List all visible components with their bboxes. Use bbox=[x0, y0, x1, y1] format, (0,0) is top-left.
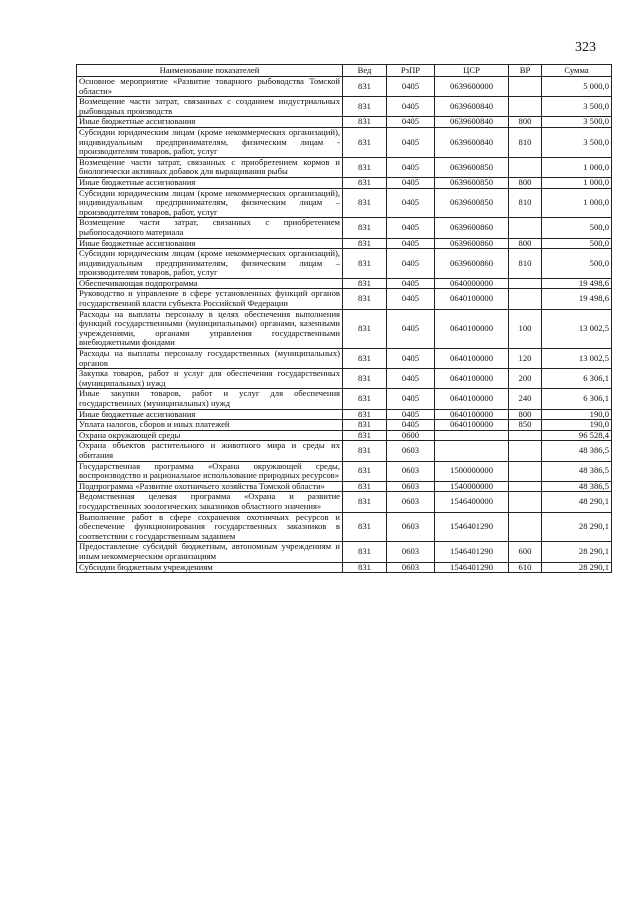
row-name-cell: Ведомственная целевая программа «Охрана и развитие государственных зоологических заказников областного значения» bbox=[77, 492, 343, 512]
row-name-cell: Иные бюджетные ассигнования bbox=[77, 117, 343, 128]
row-sum-cell: 96 528,4 bbox=[542, 430, 612, 441]
row-vr-cell: 800 bbox=[509, 238, 542, 249]
row-sum-cell: 500,0 bbox=[542, 238, 612, 249]
row-name-cell: Возмещение части затрат, связанных с приобретением кормов и биологически активных добавок для выращивания рыбы bbox=[77, 157, 343, 177]
row-name-cell: Подпрограмма «Развитие охотничьего хозяйства Томской области» bbox=[77, 481, 343, 492]
row-csr-cell: 1546401290 bbox=[435, 542, 509, 562]
row-rzpr-cell: 0405 bbox=[387, 420, 435, 431]
row-vr-cell bbox=[509, 278, 542, 289]
row-sum-cell: 6 306,1 bbox=[542, 389, 612, 409]
row-vr-cell: 810 bbox=[509, 127, 542, 157]
row-ved-cell: 831 bbox=[343, 177, 387, 188]
row-name-cell: Охрана окружающей среды bbox=[77, 430, 343, 441]
row-name-cell: Иные бюджетные ассигнования bbox=[77, 409, 343, 420]
row-sum-cell: 48 386,5 bbox=[542, 461, 612, 481]
row-name-cell: Субсидии бюджетным учреждениям bbox=[77, 562, 343, 573]
table-row bbox=[77, 238, 612, 249]
row-rzpr-cell: 0405 bbox=[387, 77, 435, 97]
row-csr-cell: 0640000000 bbox=[435, 278, 509, 289]
row-rzpr-cell: 0405 bbox=[387, 369, 435, 389]
row-vr-cell bbox=[509, 289, 542, 309]
row-rzpr-cell: 0405 bbox=[387, 157, 435, 177]
row-vr-cell: 610 bbox=[509, 562, 542, 573]
row-csr-cell: 1540000000 bbox=[435, 481, 509, 492]
row-vr-cell: 100 bbox=[509, 309, 542, 348]
row-sum-cell: 500,0 bbox=[542, 249, 612, 279]
row-rzpr-cell: 0603 bbox=[387, 512, 435, 542]
row-vr-cell bbox=[509, 481, 542, 492]
row-sum-cell: 13 002,5 bbox=[542, 309, 612, 348]
row-vr-cell bbox=[509, 97, 542, 117]
row-rzpr-cell: 0603 bbox=[387, 461, 435, 481]
row-vr-cell bbox=[509, 492, 542, 512]
row-csr-cell: 1546401290 bbox=[435, 512, 509, 542]
row-sum-cell: 28 290,1 bbox=[542, 512, 612, 542]
row-sum-cell: 500,0 bbox=[542, 218, 612, 238]
table-row bbox=[77, 309, 612, 348]
table-row bbox=[77, 77, 612, 97]
row-sum-cell: 19 498,6 bbox=[542, 278, 612, 289]
row-ved-cell: 831 bbox=[343, 542, 387, 562]
row-sum-cell: 28 290,1 bbox=[542, 542, 612, 562]
row-csr-cell bbox=[435, 430, 509, 441]
page-number: 323 bbox=[575, 40, 596, 55]
row-rzpr-cell: 0405 bbox=[387, 389, 435, 409]
row-rzpr-cell: 0405 bbox=[387, 409, 435, 420]
row-sum-cell: 190,0 bbox=[542, 409, 612, 420]
row-name-cell: Руководство и управление в сфере установленных функций органов государственной власти субъекта Российской Федерации bbox=[77, 289, 343, 309]
row-csr-cell: 0640100000 bbox=[435, 389, 509, 409]
row-sum-cell: 28 290,1 bbox=[542, 562, 612, 573]
row-ved-cell: 831 bbox=[343, 117, 387, 128]
row-rzpr-cell: 0603 bbox=[387, 441, 435, 461]
row-sum-cell: 1 000,0 bbox=[542, 157, 612, 177]
row-sum-cell: 5 000,0 bbox=[542, 77, 612, 97]
row-vr-cell: 800 bbox=[509, 177, 542, 188]
row-name-cell: Возмещение части затрат, связанных с приобретением рыбопосадочного материала bbox=[77, 218, 343, 238]
column-header-vr: ВР bbox=[509, 65, 542, 77]
row-ved-cell: 831 bbox=[343, 188, 387, 218]
row-rzpr-cell: 0405 bbox=[387, 309, 435, 348]
table-row bbox=[77, 218, 612, 238]
row-vr-cell bbox=[509, 441, 542, 461]
table-row bbox=[77, 492, 612, 512]
row-rzpr-cell: 0603 bbox=[387, 492, 435, 512]
row-rzpr-cell: 0405 bbox=[387, 188, 435, 218]
row-vr-cell: 800 bbox=[509, 409, 542, 420]
table-row bbox=[77, 409, 612, 420]
row-name-cell: Выполнение работ в сфере сохранения охотничьих ресурсов и обеспечение функционирования государственных заказников в соответствии с государственным заданием bbox=[77, 512, 343, 542]
row-ved-cell: 831 bbox=[343, 512, 387, 542]
row-csr-cell: 0640100000 bbox=[435, 289, 509, 309]
row-name-cell: Основное мероприятие «Развитие товарного рыбоводства Томской области» bbox=[77, 77, 343, 97]
row-sum-cell: 1 000,0 bbox=[542, 188, 612, 218]
row-ved-cell: 831 bbox=[343, 157, 387, 177]
row-csr-cell: 0639600850 bbox=[435, 177, 509, 188]
row-rzpr-cell: 0603 bbox=[387, 542, 435, 562]
row-csr-cell: 0640100000 bbox=[435, 309, 509, 348]
row-vr-cell: 810 bbox=[509, 249, 542, 279]
budget-table bbox=[76, 64, 612, 573]
table-row bbox=[77, 389, 612, 409]
row-sum-cell: 48 290,1 bbox=[542, 492, 612, 512]
row-ved-cell: 831 bbox=[343, 249, 387, 279]
row-vr-cell bbox=[509, 430, 542, 441]
row-csr-cell: 1500000000 bbox=[435, 461, 509, 481]
row-csr-cell: 0639600840 bbox=[435, 127, 509, 157]
row-vr-cell: 240 bbox=[509, 389, 542, 409]
row-ved-cell: 831 bbox=[343, 278, 387, 289]
row-csr-cell: 0639600860 bbox=[435, 218, 509, 238]
row-vr-cell: 200 bbox=[509, 369, 542, 389]
row-ved-cell: 831 bbox=[343, 238, 387, 249]
table-row bbox=[77, 157, 612, 177]
table-row bbox=[77, 289, 612, 309]
row-ved-cell: 831 bbox=[343, 492, 387, 512]
row-rzpr-cell: 0603 bbox=[387, 481, 435, 492]
row-ved-cell: 831 bbox=[343, 309, 387, 348]
row-ved-cell: 831 bbox=[343, 461, 387, 481]
row-vr-cell: 850 bbox=[509, 420, 542, 431]
table-row bbox=[77, 542, 612, 562]
row-csr-cell: 1546400000 bbox=[435, 492, 509, 512]
row-name-cell: Субсидии юридическим лицам (кроме некоммерческих организаций), индивидуальным предпринимателям, физическим лицам – производителям товаров, работ, услуг bbox=[77, 188, 343, 218]
row-rzpr-cell: 0600 bbox=[387, 430, 435, 441]
table-row bbox=[77, 188, 612, 218]
row-sum-cell: 1 000,0 bbox=[542, 177, 612, 188]
column-header-rzpr: РзПР bbox=[387, 65, 435, 77]
row-name-cell: Иные закупки товаров, работ и услуг для обеспечения государственных (муниципальных) нужд bbox=[77, 389, 343, 409]
row-ved-cell: 831 bbox=[343, 218, 387, 238]
row-rzpr-cell: 0405 bbox=[387, 238, 435, 249]
row-rzpr-cell: 0603 bbox=[387, 562, 435, 573]
row-sum-cell: 19 498,6 bbox=[542, 289, 612, 309]
table-row bbox=[77, 278, 612, 289]
row-sum-cell: 13 002,5 bbox=[542, 349, 612, 369]
table-row bbox=[77, 349, 612, 369]
row-name-cell: Обеспечивающая подпрограмма bbox=[77, 278, 343, 289]
row-csr-cell: 0639600000 bbox=[435, 77, 509, 97]
row-name-cell: Уплата налогов, сборов и иных платежей bbox=[77, 420, 343, 431]
row-rzpr-cell: 0405 bbox=[387, 289, 435, 309]
table-row bbox=[77, 97, 612, 117]
row-csr-cell: 0640100000 bbox=[435, 349, 509, 369]
row-ved-cell: 831 bbox=[343, 369, 387, 389]
row-rzpr-cell: 0405 bbox=[387, 117, 435, 128]
row-rzpr-cell: 0405 bbox=[387, 278, 435, 289]
row-vr-cell: 800 bbox=[509, 117, 542, 128]
column-header-csr: ЦСР bbox=[435, 65, 509, 77]
row-ved-cell: 831 bbox=[343, 430, 387, 441]
row-csr-cell: 1546401290 bbox=[435, 562, 509, 573]
row-vr-cell: 810 bbox=[509, 188, 542, 218]
row-rzpr-cell: 0405 bbox=[387, 177, 435, 188]
row-name-cell: Иные бюджетные ассигнования bbox=[77, 238, 343, 249]
row-ved-cell: 831 bbox=[343, 420, 387, 431]
row-rzpr-cell: 0405 bbox=[387, 349, 435, 369]
table-row bbox=[77, 441, 612, 461]
table-row bbox=[77, 461, 612, 481]
row-vr-cell bbox=[509, 77, 542, 97]
row-csr-cell: 0639600850 bbox=[435, 188, 509, 218]
row-csr-cell: 0639600860 bbox=[435, 249, 509, 279]
row-rzpr-cell: 0405 bbox=[387, 97, 435, 117]
row-vr-cell bbox=[509, 157, 542, 177]
column-header-ved: Вед bbox=[343, 65, 387, 77]
row-name-cell: Охрана объектов растительного и животного мира и среды их обитания bbox=[77, 441, 343, 461]
row-sum-cell: 3 500,0 bbox=[542, 97, 612, 117]
row-ved-cell: 831 bbox=[343, 409, 387, 420]
row-csr-cell: 0639600850 bbox=[435, 157, 509, 177]
table-row bbox=[77, 127, 612, 157]
row-sum-cell: 48 386,5 bbox=[542, 441, 612, 461]
row-sum-cell: 190,0 bbox=[542, 420, 612, 431]
row-csr-cell: 0639600860 bbox=[435, 238, 509, 249]
row-csr-cell: 0640100000 bbox=[435, 420, 509, 431]
row-sum-cell: 3 500,0 bbox=[542, 117, 612, 128]
table-row bbox=[77, 562, 612, 573]
row-rzpr-cell: 0405 bbox=[387, 127, 435, 157]
row-csr-cell: 0639600840 bbox=[435, 117, 509, 128]
row-name-cell: Субсидии юридическим лицам (кроме некоммерческих организаций), индивидуальным предпринимателям, физическим лицам – производителям товаров, работ, услуг bbox=[77, 249, 343, 279]
table-row bbox=[77, 420, 612, 431]
row-ved-cell: 831 bbox=[343, 562, 387, 573]
row-name-cell: Закупка товаров, работ и услуг для обеспечения государственных (муниципальных) нужд bbox=[77, 369, 343, 389]
table-row bbox=[77, 430, 612, 441]
table-row bbox=[77, 512, 612, 542]
row-sum-cell: 48 386,5 bbox=[542, 481, 612, 492]
table-row bbox=[77, 369, 612, 389]
row-csr-cell: 0640100000 bbox=[435, 409, 509, 420]
row-csr-cell: 0639600840 bbox=[435, 97, 509, 117]
row-ved-cell: 831 bbox=[343, 389, 387, 409]
row-vr-cell: 600 bbox=[509, 542, 542, 562]
table-row bbox=[77, 481, 612, 492]
row-rzpr-cell: 0405 bbox=[387, 218, 435, 238]
row-name-cell: Субсидии юридическим лицам (кроме некоммерческих организаций), индивидуальным предпринимателям, физическим лицам - производителям товаров, работ, услуг bbox=[77, 127, 343, 157]
row-ved-cell: 831 bbox=[343, 77, 387, 97]
row-name-cell: Возмещение части затрат, связанных с созданием индустриальных рыбоводных производств bbox=[77, 97, 343, 117]
row-vr-cell bbox=[509, 512, 542, 542]
column-header-name: Наименование показателей bbox=[77, 65, 343, 77]
row-ved-cell: 831 bbox=[343, 289, 387, 309]
row-name-cell: Государственная программа «Охрана окружающей среды, воспроизводство и рациональное использование природных ресурсов» bbox=[77, 461, 343, 481]
row-ved-cell: 831 bbox=[343, 481, 387, 492]
table-row bbox=[77, 117, 612, 128]
column-header-sum: Сумма bbox=[542, 65, 612, 77]
row-vr-cell bbox=[509, 218, 542, 238]
row-sum-cell: 6 306,1 bbox=[542, 369, 612, 389]
table-row bbox=[77, 177, 612, 188]
row-csr-cell bbox=[435, 441, 509, 461]
row-ved-cell: 831 bbox=[343, 441, 387, 461]
table-header-row bbox=[77, 65, 612, 77]
table-body bbox=[77, 77, 612, 573]
table-row bbox=[77, 249, 612, 279]
row-csr-cell: 0640100000 bbox=[435, 369, 509, 389]
row-ved-cell: 831 bbox=[343, 127, 387, 157]
row-vr-cell bbox=[509, 461, 542, 481]
row-name-cell: Расходы на выплаты персоналу государственных (муниципальных) органов bbox=[77, 349, 343, 369]
row-name-cell: Предоставление субсидий бюджетным, автономным учреждениям и иным некоммерческим организациям bbox=[77, 542, 343, 562]
row-rzpr-cell: 0405 bbox=[387, 249, 435, 279]
row-vr-cell: 120 bbox=[509, 349, 542, 369]
row-ved-cell: 831 bbox=[343, 349, 387, 369]
row-name-cell: Иные бюджетные ассигнования bbox=[77, 177, 343, 188]
row-sum-cell: 3 500,0 bbox=[542, 127, 612, 157]
row-name-cell: Расходы на выплаты персоналу в целях обеспечения выполнения функций государственными (муниципальными) органами, казенными учреждениями, органами управления государственными внебюджетными фондами bbox=[77, 309, 343, 348]
row-ved-cell: 831 bbox=[343, 97, 387, 117]
